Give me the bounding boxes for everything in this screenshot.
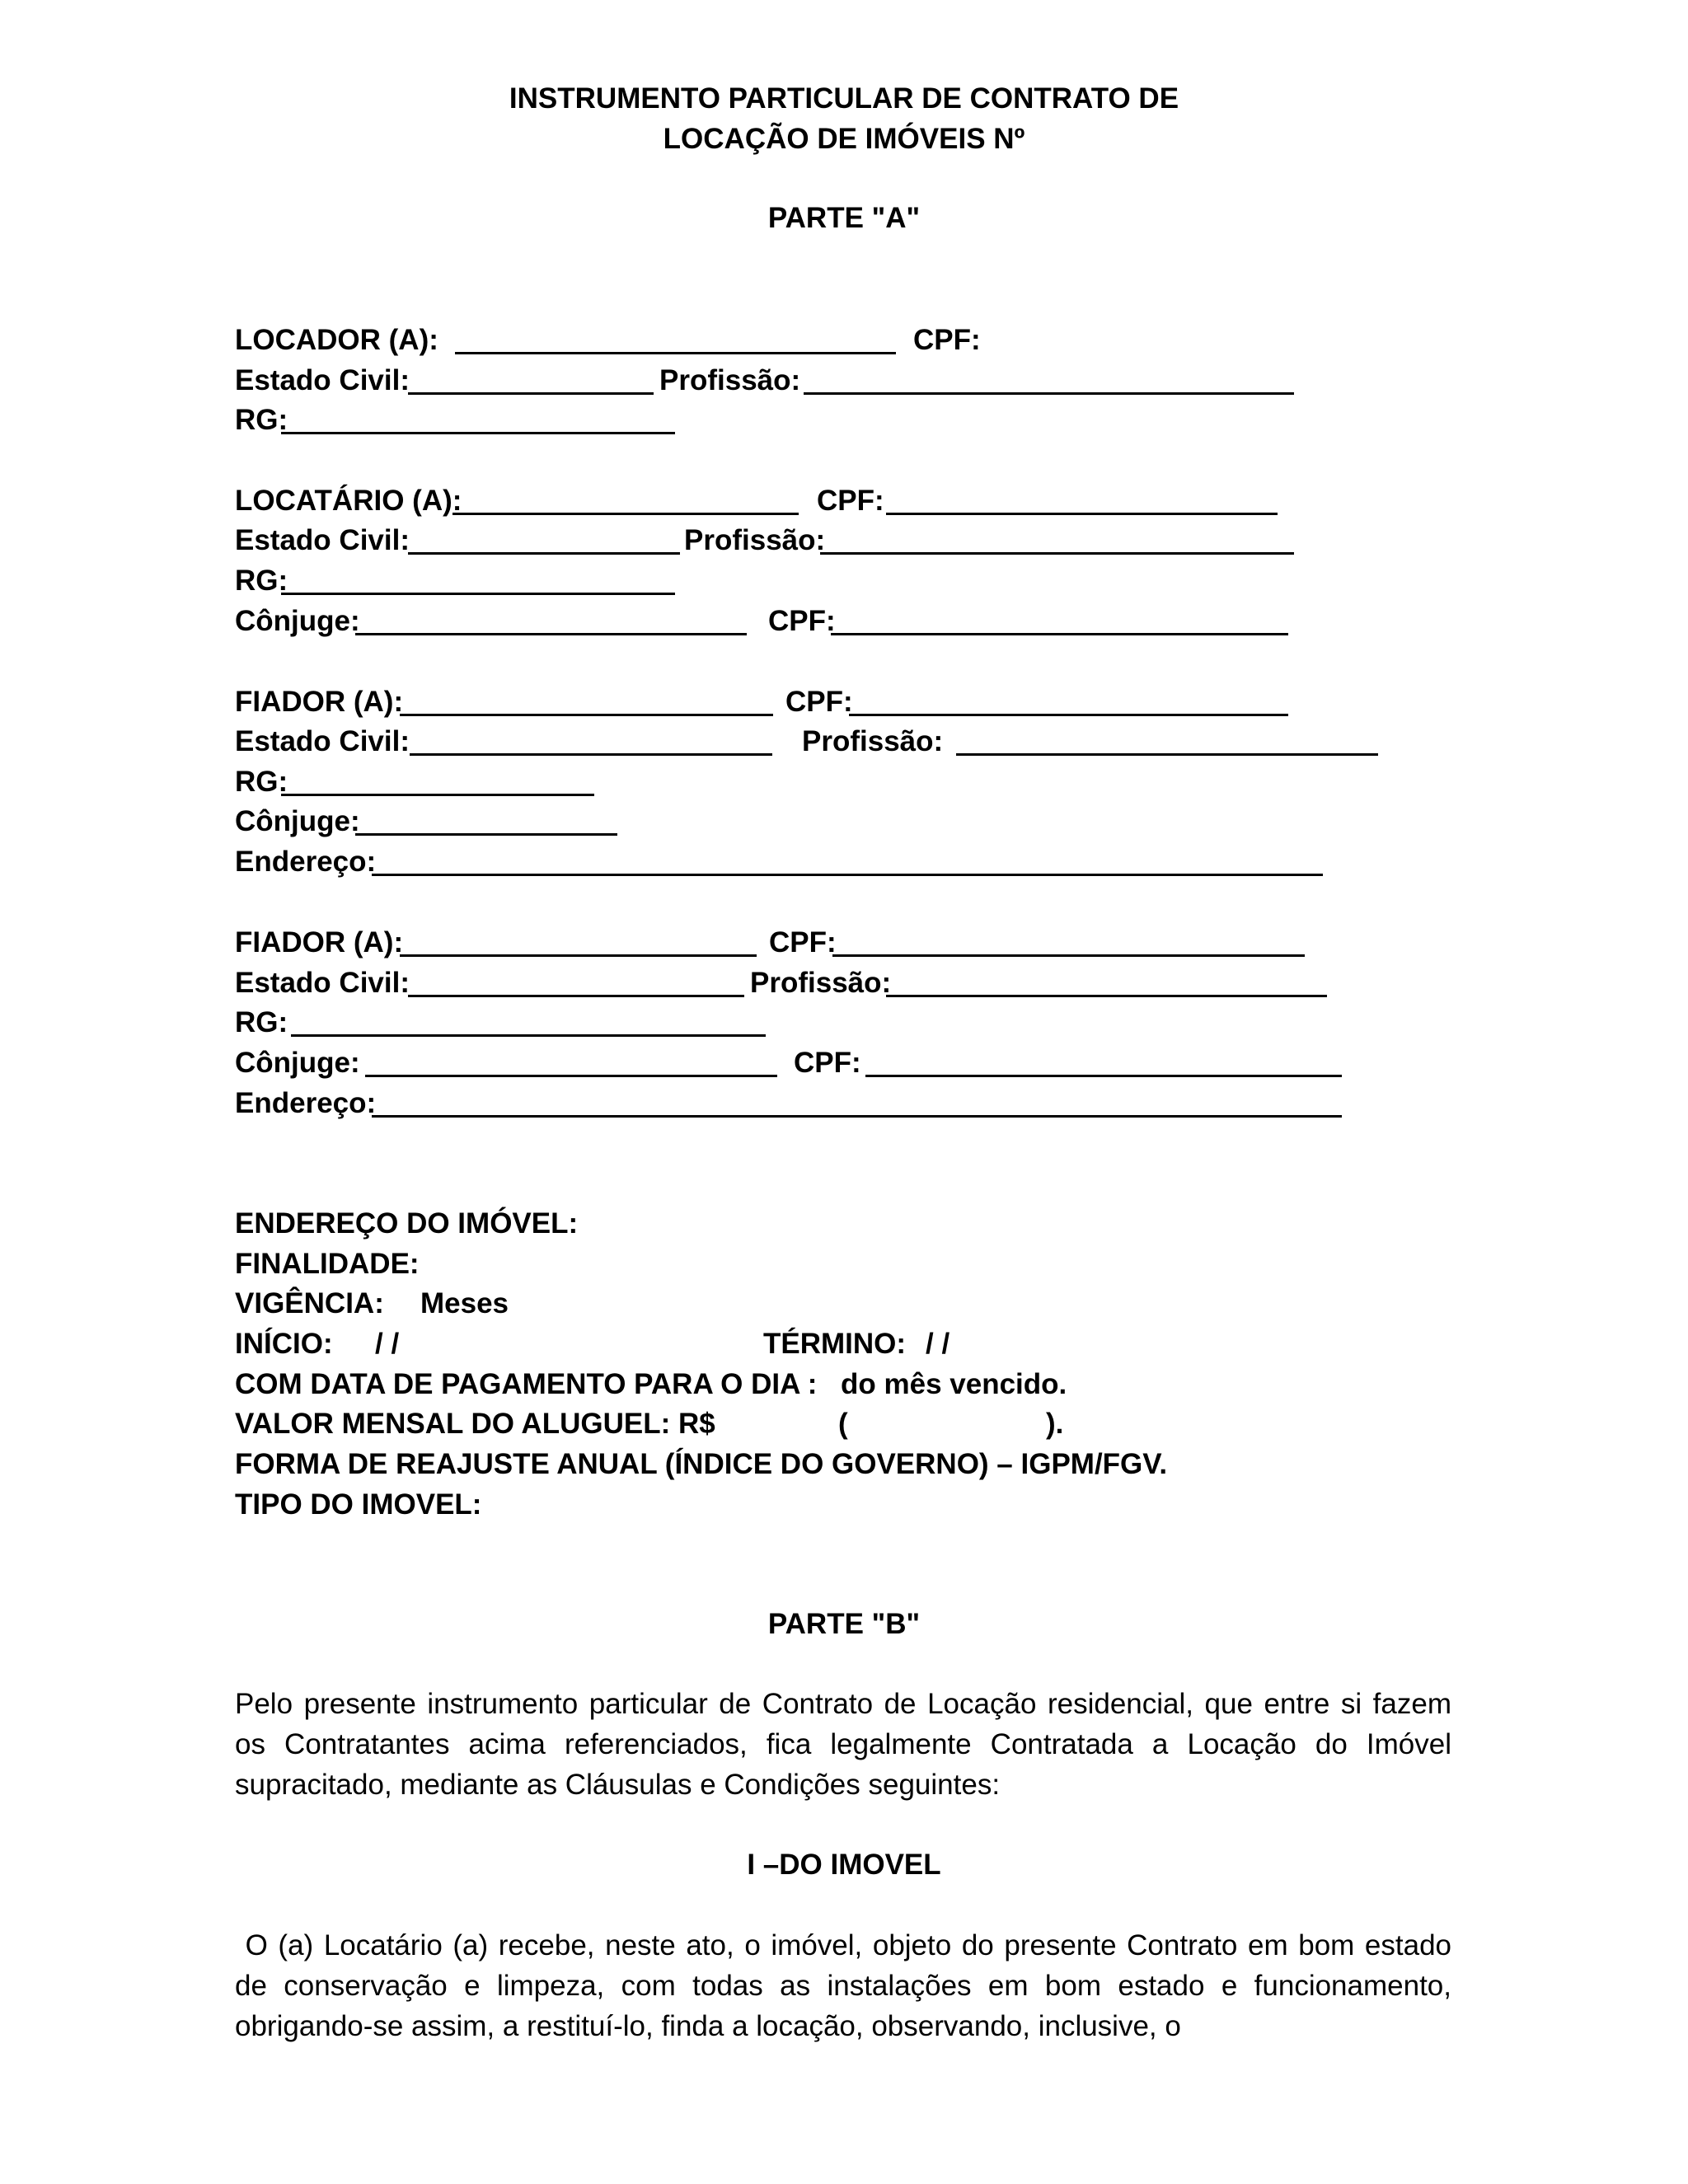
- locador-estado-civil-label: Estado Civil:: [235, 364, 410, 396]
- fiador2-rg-blank[interactable]: [291, 1034, 766, 1037]
- fiador2-conjuge-cpf-label: CPF:: [794, 1047, 861, 1079]
- fiador1-profissao-blank[interactable]: [956, 753, 1378, 756]
- imovel-finalidade-label: FINALIDADE:: [235, 1248, 420, 1280]
- fiador2-cpf-blank[interactable]: [832, 954, 1305, 957]
- locatario-conjuge-blank[interactable]: [355, 633, 747, 635]
- imovel-valor-label: VALOR MENSAL DO ALUGUEL: R$: [235, 1408, 715, 1440]
- imovel-termino-date[interactable]: / /: [926, 1328, 950, 1360]
- section-i-title: I –DO IMOVEL: [747, 1849, 941, 1881]
- imovel-vigencia-unit: Meses: [420, 1287, 509, 1319]
- locatario-name-blank[interactable]: [452, 513, 799, 515]
- fiador2-profissao-blank[interactable]: [886, 995, 1327, 997]
- imovel-endereco-label: ENDEREÇO DO IMÓVEL:: [235, 1207, 579, 1240]
- fiador2-endereco-label: Endereço:: [235, 1087, 377, 1119]
- fiador1-name-label: FIADOR (A):: [235, 686, 404, 718]
- fiador2-conjuge-label: Cônjuge:: [235, 1047, 360, 1079]
- document-title-line-2: LOCAÇÃO DE IMÓVEIS Nº: [663, 123, 1025, 155]
- fiador2-endereco-blank[interactable]: [372, 1115, 1342, 1118]
- locador-name-blank[interactable]: [455, 352, 896, 354]
- locatario-estado-civil-label: Estado Civil:: [235, 524, 410, 556]
- imovel-valor-open-paren: (: [838, 1408, 848, 1440]
- document-title-line-1: INSTRUMENTO PARTICULAR DE CONTRATO DE: [509, 82, 1179, 115]
- section-i-paragraph: O (a) Locatário (a) recebe, neste ato, o imóvel, objeto do presente Contrato em bom estado de conservação e limpeza, com todas as instalações em bom estado e funcionamento, obrigando-se assim, a restituí-lo, finda a locação, observando, inclusive, o: [235, 1929, 1460, 2042]
- imovel-reajuste-text: FORMA DE REAJUSTE ANUAL (ÍNDICE DO GOVERNO) – IGPM/FGV.: [235, 1448, 1168, 1480]
- locador-profissao-blank[interactable]: [804, 392, 1294, 395]
- locatario-conjuge-cpf-blank[interactable]: [831, 633, 1288, 635]
- fiador2-cpf-label: CPF:: [769, 926, 837, 958]
- part-a-title: PARTE "A": [767, 202, 921, 234]
- fiador2-profissao-label: Profissão:: [750, 967, 892, 999]
- part-b-intro-paragraph: Pelo presente instrumento particular de Contrato de Locação residencial, que entre si fazem os Contratantes acima referenciados, fica legalmente Contratada a Locação do Imóvel supracitado, mediante as Cláusulas e Condições seguintes:: [235, 1688, 1451, 1801]
- fiador2-rg-label: RG:: [235, 1006, 288, 1038]
- fiador1-cpf-blank[interactable]: [849, 714, 1288, 716]
- locatario-conjuge-cpf-label: CPF:: [768, 605, 836, 637]
- imovel-pagamento-label: COM DATA DE PAGAMENTO PARA O DIA :: [235, 1368, 818, 1400]
- fiador1-rg-label: RG:: [235, 766, 288, 798]
- fiador1-conjuge-blank[interactable]: [355, 833, 617, 836]
- locatario-cpf-label: CPF:: [817, 485, 884, 517]
- imovel-pagamento-suffix: do mês vencido.: [841, 1368, 1067, 1400]
- fiador1-endereco-blank[interactable]: [372, 874, 1323, 876]
- fiador2-conjuge-cpf-blank[interactable]: [865, 1075, 1342, 1077]
- locador-estado-civil-blank[interactable]: [408, 392, 654, 395]
- locatario-rg-blank[interactable]: [281, 593, 675, 595]
- locatario-profissao-blank[interactable]: [820, 552, 1294, 555]
- fiador2-conjuge-blank[interactable]: [365, 1075, 777, 1077]
- fiador2-name-blank[interactable]: [400, 954, 757, 957]
- fiador1-conjuge-label: Cônjuge:: [235, 805, 360, 837]
- fiador2-estado-civil-blank[interactable]: [408, 995, 744, 997]
- locatario-estado-civil-blank[interactable]: [408, 552, 680, 555]
- fiador2-name-label: FIADOR (A):: [235, 926, 404, 958]
- locador-cpf-label: CPF:: [913, 324, 981, 356]
- fiador1-profissao-label: Profissão:: [802, 725, 944, 757]
- locatario-rg-label: RG:: [235, 565, 288, 597]
- locatario-cpf-blank[interactable]: [886, 513, 1278, 515]
- locatario-conjuge-label: Cônjuge:: [235, 605, 360, 637]
- fiador1-name-blank[interactable]: [400, 714, 773, 716]
- imovel-valor-close-paren: ).: [1046, 1408, 1064, 1440]
- locador-name-label: LOCADOR (A):: [235, 324, 438, 356]
- locador-rg-label: RG:: [235, 404, 288, 436]
- locador-profissao-label: Profissão:: [659, 364, 801, 396]
- locatario-profissao-label: Profissão:: [684, 524, 826, 556]
- fiador1-estado-civil-label: Estado Civil:: [235, 725, 410, 757]
- imovel-vigencia-label: VIGÊNCIA:: [235, 1287, 384, 1319]
- fiador2-estado-civil-label: Estado Civil:: [235, 967, 410, 999]
- locador-rg-blank[interactable]: [281, 432, 675, 434]
- imovel-inicio-label: INÍCIO:: [235, 1328, 333, 1360]
- fiador1-rg-blank[interactable]: [281, 794, 594, 796]
- imovel-inicio-date[interactable]: / /: [375, 1328, 400, 1360]
- part-b-title: PARTE "B": [767, 1608, 921, 1640]
- fiador1-estado-civil-blank[interactable]: [410, 753, 772, 756]
- locatario-name-label: LOCATÁRIO (A):: [235, 485, 462, 517]
- fiador1-cpf-label: CPF:: [785, 686, 853, 718]
- imovel-tipo-label: TIPO DO IMOVEL:: [235, 1488, 482, 1521]
- imovel-termino-label: TÉRMINO:: [763, 1328, 907, 1360]
- fiador1-endereco-label: Endereço:: [235, 846, 377, 878]
